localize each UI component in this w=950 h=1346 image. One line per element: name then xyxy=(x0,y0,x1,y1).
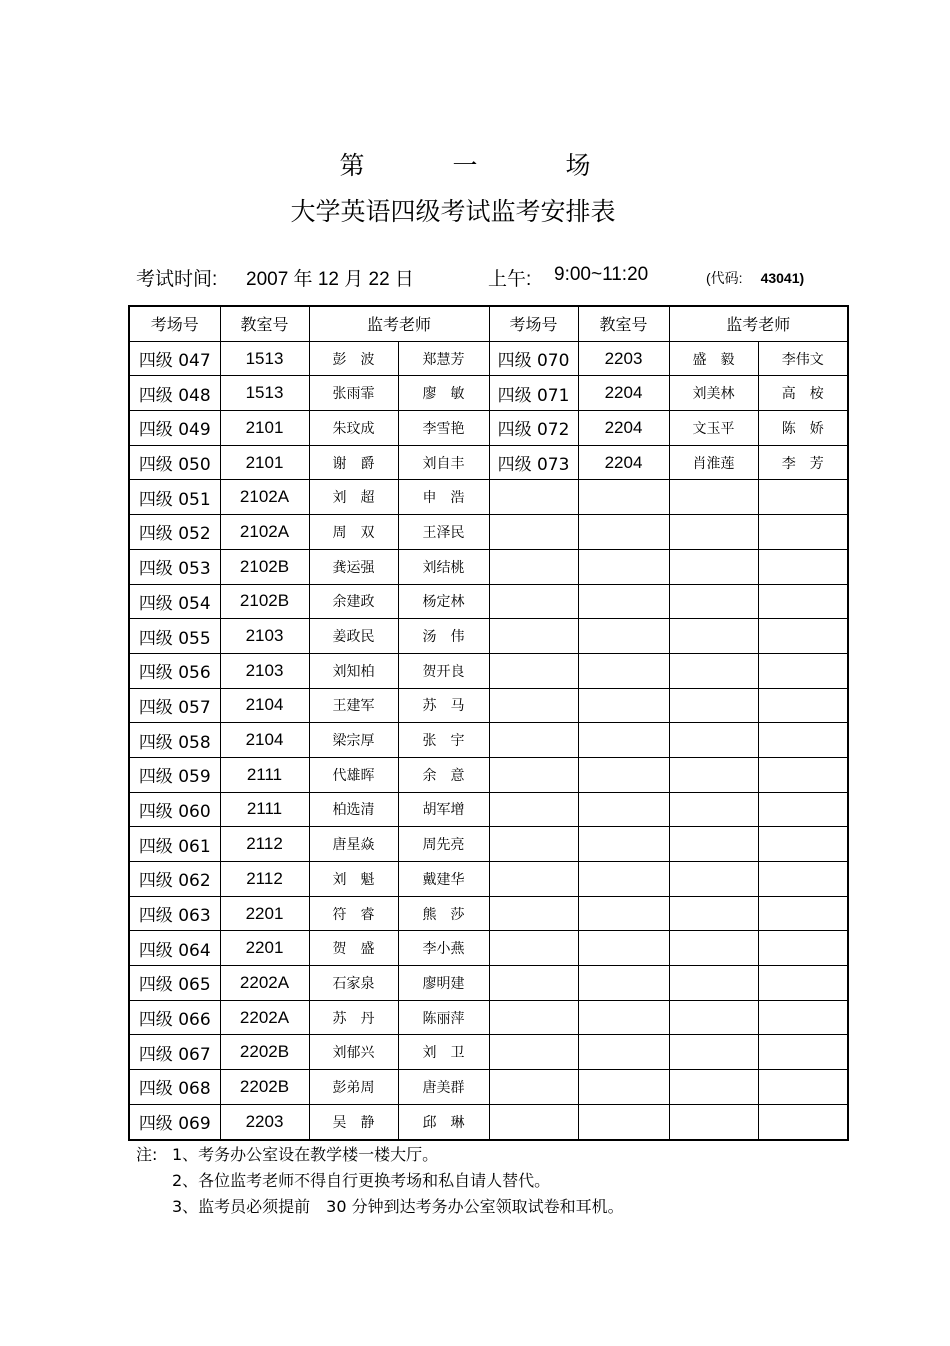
cell-room: 2102B xyxy=(220,584,309,619)
table-body xyxy=(129,341,848,1139)
cell-t2: 张 宇 xyxy=(398,723,489,758)
cell-hall: 四级 055 xyxy=(129,619,220,654)
empty-cell xyxy=(489,757,578,792)
cell-hall: 四级 067 xyxy=(129,1035,220,1070)
empty-cell xyxy=(578,515,669,550)
table-row xyxy=(129,896,848,931)
cell-hall: 四级 056 xyxy=(129,653,220,688)
empty-cell xyxy=(669,862,758,897)
cell-room: 2203 xyxy=(220,1104,309,1139)
empty-cell xyxy=(578,653,669,688)
cell-t2: 余 意 xyxy=(398,757,489,792)
note-text: 2、各位监考老师不得自行更换考场和私自请人替代。 xyxy=(172,1171,551,1190)
cell-t1: 刘知柏 xyxy=(309,653,398,688)
empty-cell xyxy=(489,515,578,550)
empty-cell xyxy=(758,827,848,862)
table-row xyxy=(129,931,848,966)
empty-cell xyxy=(489,896,578,931)
cell-t2: 王泽民 xyxy=(398,515,489,550)
cell-room: 2101 xyxy=(220,445,309,480)
cell-room: 2204 xyxy=(578,376,669,411)
cell-hall: 四级 061 xyxy=(129,827,220,862)
note-item xyxy=(136,1142,856,1168)
empty-cell xyxy=(669,931,758,966)
cell-hall: 四级 065 xyxy=(129,966,220,1001)
cell-t1: 余建政 xyxy=(309,584,398,619)
cell-t1: 彭弟周 xyxy=(309,1070,398,1105)
cell-room: 2103 xyxy=(220,653,309,688)
empty-cell xyxy=(758,619,848,654)
empty-cell xyxy=(758,688,848,723)
empty-cell xyxy=(758,792,848,827)
cell-hall: 四级 047 xyxy=(129,341,220,376)
cell-t2: 刘自丰 xyxy=(398,445,489,480)
header-room: 教室号 xyxy=(578,306,669,341)
table-row xyxy=(129,619,848,654)
table-row xyxy=(129,480,848,515)
empty-cell xyxy=(758,549,848,584)
cell-t2: 刘 卫 xyxy=(398,1035,489,1070)
table-header-row xyxy=(129,306,848,341)
cell-t1: 王建军 xyxy=(309,688,398,723)
empty-cell xyxy=(578,792,669,827)
empty-cell xyxy=(578,896,669,931)
empty-cell xyxy=(669,584,758,619)
empty-cell xyxy=(669,688,758,723)
cell-t2: 唐美群 xyxy=(398,1070,489,1105)
table-row xyxy=(129,862,848,897)
schedule-table xyxy=(128,305,849,1141)
cell-hall: 四级 070 xyxy=(489,341,578,376)
note-item xyxy=(136,1168,856,1194)
header-room: 教室号 xyxy=(220,306,309,341)
cell-t1: 梁宗厚 xyxy=(309,723,398,758)
empty-cell xyxy=(489,619,578,654)
cell-hall: 四级 069 xyxy=(129,1104,220,1139)
cell-room: 2201 xyxy=(220,931,309,966)
empty-cell xyxy=(578,480,669,515)
cell-t1: 谢 爵 xyxy=(309,445,398,480)
empty-cell xyxy=(758,515,848,550)
cell-t2: 戴建华 xyxy=(398,862,489,897)
cell-hall: 四级 049 xyxy=(129,411,220,446)
empty-cell xyxy=(669,1070,758,1105)
cell-hall: 四级 063 xyxy=(129,896,220,931)
cell-room: 2111 xyxy=(220,757,309,792)
table-row xyxy=(129,515,848,550)
empty-cell xyxy=(758,1104,848,1139)
empty-cell xyxy=(489,862,578,897)
empty-cell xyxy=(669,1104,758,1139)
cell-room: 2202B xyxy=(220,1035,309,1070)
cell-t1: 姜政民 xyxy=(309,619,398,654)
empty-cell xyxy=(758,480,848,515)
document-title: 大学英语四级考试监考安排表 xyxy=(290,197,616,226)
empty-cell xyxy=(758,931,848,966)
empty-cell xyxy=(489,1000,578,1035)
cell-t1: 吴 静 xyxy=(309,1104,398,1139)
empty-cell xyxy=(669,723,758,758)
cell-t2: 廖明建 xyxy=(398,966,489,1001)
cell-hall: 四级 050 xyxy=(129,445,220,480)
cell-room: 2102A xyxy=(220,480,309,515)
table-row xyxy=(129,411,848,446)
empty-cell xyxy=(578,827,669,862)
empty-cell xyxy=(489,688,578,723)
empty-cell xyxy=(758,1070,848,1105)
empty-cell xyxy=(669,480,758,515)
cell-t2: 胡军增 xyxy=(398,792,489,827)
cell-t2: 杨定林 xyxy=(398,584,489,619)
cell-room: 2201 xyxy=(220,896,309,931)
empty-cell xyxy=(669,515,758,550)
cell-room: 2112 xyxy=(220,827,309,862)
cell-room: 2102A xyxy=(220,515,309,550)
table-row xyxy=(129,584,848,619)
cell-t2: 陈 娇 xyxy=(758,411,848,446)
empty-cell xyxy=(669,966,758,1001)
cell-hall: 四级 068 xyxy=(129,1070,220,1105)
table-row xyxy=(129,341,848,376)
cell-hall: 四级 057 xyxy=(129,688,220,723)
cell-t2: 贺开良 xyxy=(398,653,489,688)
cell-room: 2204 xyxy=(578,445,669,480)
empty-cell xyxy=(669,549,758,584)
exam-info xyxy=(136,264,846,292)
cell-t1: 柏选清 xyxy=(309,792,398,827)
table-row xyxy=(129,966,848,1001)
cell-t2: 刘结桃 xyxy=(398,549,489,584)
cell-t2: 廖 敏 xyxy=(398,376,489,411)
empty-cell xyxy=(578,688,669,723)
cell-t2: 周先亮 xyxy=(398,827,489,862)
cell-t1: 贺 盛 xyxy=(309,931,398,966)
cell-t2: 陈丽萍 xyxy=(398,1000,489,1035)
cell-t1: 符 睿 xyxy=(309,896,398,931)
cell-t1: 代雄晖 xyxy=(309,757,398,792)
table-row xyxy=(129,653,848,688)
cell-room: 2202B xyxy=(220,1070,309,1105)
notes xyxy=(136,1142,856,1220)
cell-room: 2102B xyxy=(220,549,309,584)
empty-cell xyxy=(489,549,578,584)
empty-cell xyxy=(758,1035,848,1070)
cell-room: 2112 xyxy=(220,862,309,897)
exam-time-label: 考试时间: xyxy=(136,269,218,290)
empty-cell xyxy=(578,723,669,758)
empty-cell xyxy=(578,757,669,792)
empty-cell xyxy=(489,1035,578,1070)
cell-room: 1513 xyxy=(220,341,309,376)
cell-t1: 朱玟成 xyxy=(309,411,398,446)
cell-t1: 盛 毅 xyxy=(669,341,758,376)
table-row xyxy=(129,792,848,827)
empty-cell xyxy=(669,1000,758,1035)
cell-t1: 刘 超 xyxy=(309,480,398,515)
cell-hall: 四级 072 xyxy=(489,411,578,446)
table-row xyxy=(129,376,848,411)
cell-room: 2104 xyxy=(220,723,309,758)
cell-t1: 刘郁兴 xyxy=(309,1035,398,1070)
table-row xyxy=(129,1070,848,1105)
empty-cell xyxy=(489,584,578,619)
cell-room: 2203 xyxy=(578,341,669,376)
table-row xyxy=(129,549,848,584)
cell-hall: 四级 066 xyxy=(129,1000,220,1035)
empty-cell xyxy=(578,1000,669,1035)
cell-room: 2101 xyxy=(220,411,309,446)
exam-date: 2007 年 12 月 22 日 xyxy=(246,269,414,290)
cell-hall: 四级 054 xyxy=(129,584,220,619)
header-hall: 考场号 xyxy=(129,306,220,341)
empty-cell xyxy=(758,1000,848,1035)
table-row xyxy=(129,445,848,480)
cell-t1: 龚运强 xyxy=(309,549,398,584)
empty-cell xyxy=(758,862,848,897)
cell-t1: 肖淮莲 xyxy=(669,445,758,480)
empty-cell xyxy=(669,653,758,688)
exam-time: 9:00~11:20 xyxy=(554,264,649,285)
empty-cell xyxy=(758,723,848,758)
table-row xyxy=(129,723,848,758)
cell-hall: 四级 059 xyxy=(129,757,220,792)
cell-t1: 唐星焱 xyxy=(309,827,398,862)
header-teachers: 监考老师 xyxy=(309,306,489,341)
cell-t1: 石家泉 xyxy=(309,966,398,1001)
cell-t2: 高 桉 xyxy=(758,376,848,411)
empty-cell xyxy=(578,931,669,966)
cell-room: 2202A xyxy=(220,966,309,1001)
empty-cell xyxy=(669,792,758,827)
empty-cell xyxy=(489,1070,578,1105)
table-row xyxy=(129,1035,848,1070)
empty-cell xyxy=(669,757,758,792)
cell-t2: 苏 马 xyxy=(398,688,489,723)
empty-cell xyxy=(578,1104,669,1139)
cell-hall: 四级 073 xyxy=(489,445,578,480)
cell-t1: 张雨霏 xyxy=(309,376,398,411)
cell-t2: 熊 莎 xyxy=(398,896,489,931)
cell-hall: 四级 058 xyxy=(129,723,220,758)
empty-cell xyxy=(758,653,848,688)
header-teachers: 监考老师 xyxy=(669,306,848,341)
cell-room: 2204 xyxy=(578,411,669,446)
cell-room: 2202A xyxy=(220,1000,309,1035)
table-row xyxy=(129,1104,848,1139)
empty-cell xyxy=(758,757,848,792)
empty-cell xyxy=(489,792,578,827)
notes-label: 注: xyxy=(136,1145,158,1164)
cell-t1: 刘美林 xyxy=(669,376,758,411)
cell-t1: 刘 魁 xyxy=(309,862,398,897)
cell-t1: 周 双 xyxy=(309,515,398,550)
cell-hall: 四级 060 xyxy=(129,792,220,827)
exam-session: 上午: xyxy=(488,269,532,290)
empty-cell xyxy=(578,549,669,584)
cell-t2: 邱 琳 xyxy=(398,1104,489,1139)
empty-cell xyxy=(758,896,848,931)
header-hall: 考场号 xyxy=(489,306,578,341)
cell-hall: 四级 064 xyxy=(129,931,220,966)
cell-t2: 申 浩 xyxy=(398,480,489,515)
empty-cell xyxy=(578,862,669,897)
cell-hall: 四级 062 xyxy=(129,862,220,897)
empty-cell xyxy=(578,966,669,1001)
cell-t2: 汤 伟 xyxy=(398,619,489,654)
table-row xyxy=(129,688,848,723)
cell-t2: 李雪艳 xyxy=(398,411,489,446)
cell-hall: 四级 051 xyxy=(129,480,220,515)
cell-hall: 四级 053 xyxy=(129,549,220,584)
empty-cell xyxy=(758,584,848,619)
empty-cell xyxy=(669,1035,758,1070)
cell-room: 1513 xyxy=(220,376,309,411)
cell-t1: 文玉平 xyxy=(669,411,758,446)
cell-hall: 四级 071 xyxy=(489,376,578,411)
empty-cell xyxy=(669,827,758,862)
empty-cell xyxy=(489,723,578,758)
empty-cell xyxy=(578,619,669,654)
empty-cell xyxy=(489,931,578,966)
note-text: 1、考务办公室设在教学楼一楼大厅。 xyxy=(172,1145,439,1164)
cell-t2: 李小燕 xyxy=(398,931,489,966)
session-title: 第 一 场 xyxy=(339,151,631,180)
cell-t2: 李伟文 xyxy=(758,341,848,376)
cell-t1: 苏 丹 xyxy=(309,1000,398,1035)
empty-cell xyxy=(489,966,578,1001)
empty-cell xyxy=(489,1104,578,1139)
table-row xyxy=(129,757,848,792)
exam-code-value: 43041) xyxy=(760,270,805,286)
exam-code-label: (代码: xyxy=(706,270,743,286)
empty-cell xyxy=(489,827,578,862)
cell-t1: 彭 波 xyxy=(309,341,398,376)
cell-hall: 四级 048 xyxy=(129,376,220,411)
cell-room: 2103 xyxy=(220,619,309,654)
table-row xyxy=(129,827,848,862)
empty-cell xyxy=(578,1070,669,1105)
empty-cell xyxy=(489,653,578,688)
empty-cell xyxy=(758,966,848,1001)
empty-cell xyxy=(489,480,578,515)
note-text: 3、监考员必须提前 30 分钟到达考务办公室领取试卷和耳机。 xyxy=(172,1197,624,1216)
cell-room: 2104 xyxy=(220,688,309,723)
cell-t2: 李 芳 xyxy=(758,445,848,480)
note-item xyxy=(136,1194,856,1220)
empty-cell xyxy=(578,584,669,619)
exam-code xyxy=(706,268,804,288)
cell-t2: 郑慧芳 xyxy=(398,341,489,376)
empty-cell xyxy=(669,896,758,931)
cell-hall: 四级 052 xyxy=(129,515,220,550)
table-row xyxy=(129,1000,848,1035)
empty-cell xyxy=(669,619,758,654)
empty-cell xyxy=(578,1035,669,1070)
cell-room: 2111 xyxy=(220,792,309,827)
